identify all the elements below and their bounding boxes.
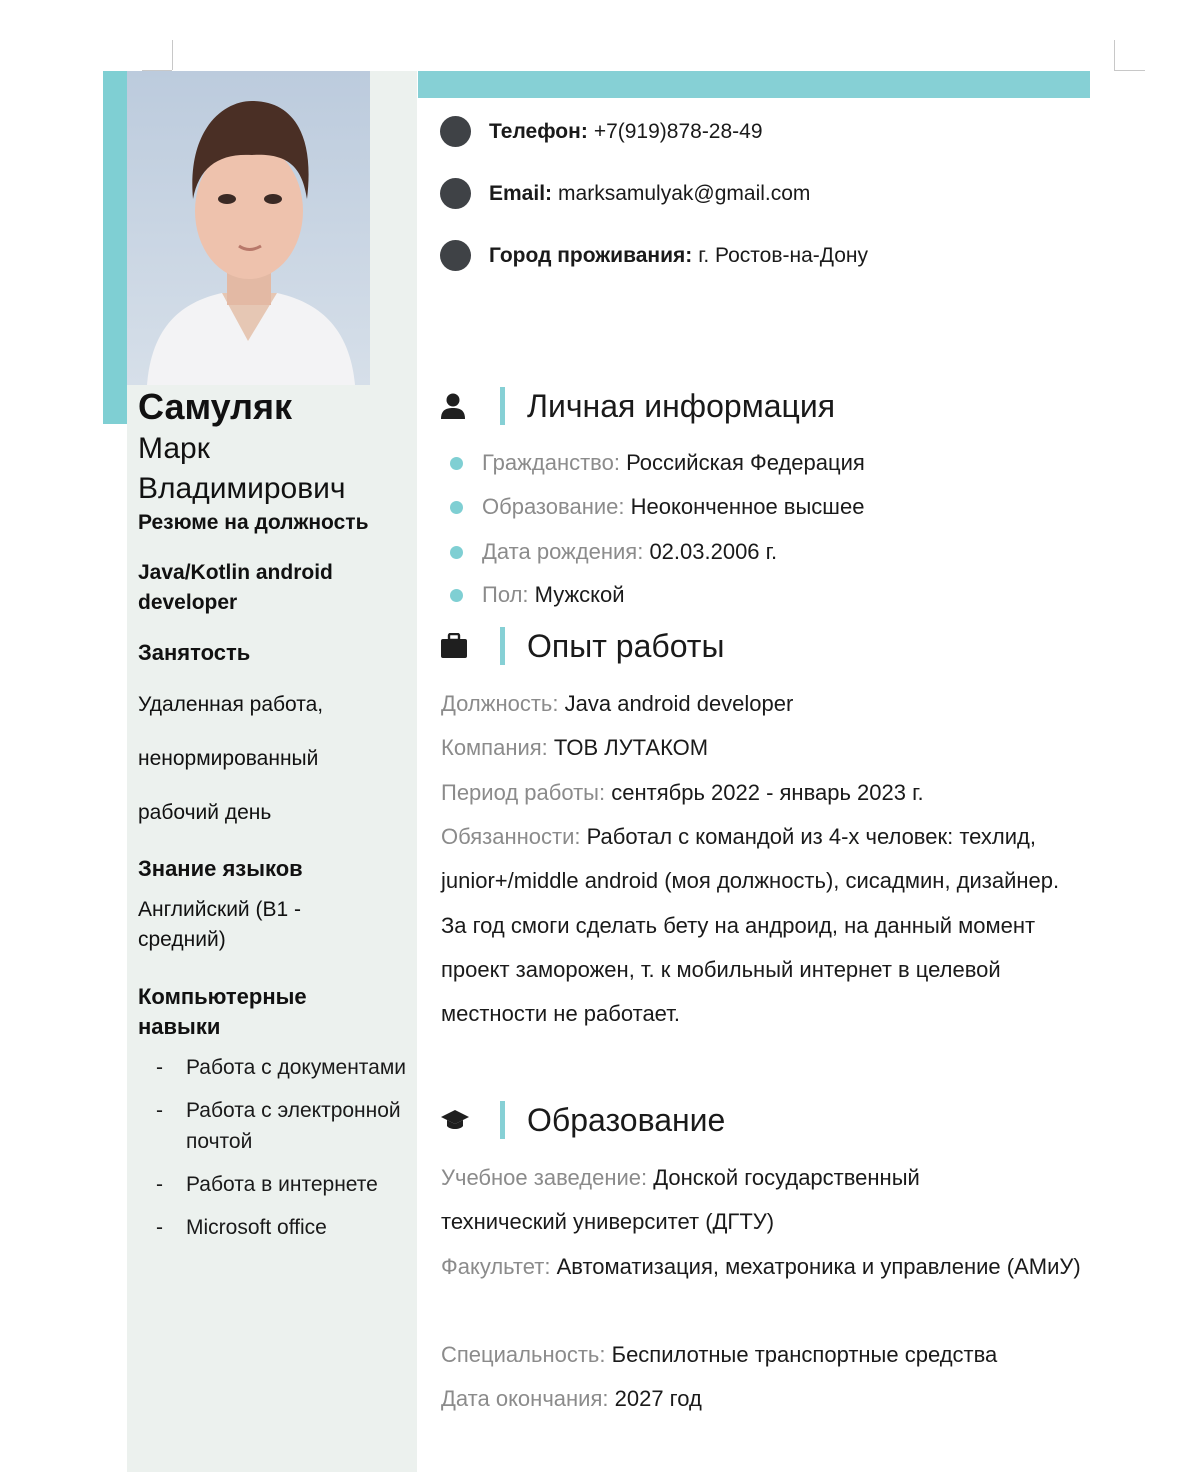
list-marker: -: [156, 1056, 163, 1079]
section-title: Образование: [527, 1101, 726, 1138]
bullet-icon: [450, 546, 463, 559]
bullet-dot-icon: [440, 240, 471, 271]
contact-phone: Телефон: +7(919)878-28-49: [440, 116, 763, 147]
experience-duties: Обязанности: Работал с командой из 4-х человек: техлид, junior+/middle android (моя должность), сисадмин, дизайнер. За год смоги сделать бету на андроид, на данный момент проект заморожен, т. к мобильный интернет в целевой местности не работает.: [441, 824, 1060, 1027]
languages-value: Английский (B1 - средний): [138, 898, 302, 951]
languages-label: Знание языков: [138, 856, 303, 881]
computer-skills-label: Компьютерные навыки: [138, 984, 307, 1039]
first-name: Марк: [138, 432, 210, 465]
bullet-dot-icon: [440, 178, 471, 209]
position-value: Java/Kotlin android developer: [138, 561, 333, 614]
employment-line: ненормированный: [138, 747, 319, 770]
person-icon: [440, 388, 478, 424]
bullet-icon: [450, 501, 463, 514]
accent-bar-top: [418, 71, 1090, 98]
bullet-dot-icon: [440, 116, 471, 147]
list-item: - Работа с документами: [156, 1052, 416, 1083]
personal-citizenship: Гражданство: Российская Федерация: [450, 450, 865, 476]
employment-label: Занятость: [138, 640, 251, 665]
list-item: - Работа с электронной почтой: [156, 1095, 416, 1157]
section-divider: [500, 627, 505, 665]
list-marker: -: [156, 1216, 163, 1239]
list-item: - Работа в интернете: [156, 1169, 416, 1200]
graduation-cap-icon: [440, 1102, 478, 1138]
experience-position: Должность: Java android developer: [441, 691, 794, 716]
section-personal: [440, 384, 1080, 428]
section-education: [440, 1098, 1080, 1142]
section-divider: [500, 1101, 505, 1139]
education-faculty: Факультет: Автоматизация, мехатроника и управление (АМиУ): [441, 1254, 1081, 1279]
list-marker: -: [156, 1173, 163, 1196]
briefcase-icon: [440, 628, 478, 664]
employment-line: рабочий день: [138, 801, 272, 824]
contact-city: Город проживания: г. Ростов-на-Дону: [440, 240, 868, 271]
employment-line: Удаленная работа,: [138, 693, 324, 716]
contact-email: Email: marksamulyak@gmail.com: [440, 178, 810, 209]
bullet-icon: [450, 457, 463, 470]
education-specialty: Специальность: Беспилотные транспортные средства: [441, 1342, 998, 1367]
patronymic: Владимирович: [138, 472, 346, 505]
email-value[interactable]: marksamulyak@gmail.com: [558, 181, 811, 205]
section-divider: [500, 387, 505, 425]
skills-list: [156, 1052, 416, 1255]
experience-period: Период работы: сентябрь 2022 - январь 2023 г.: [441, 780, 924, 805]
personal-gender: Пол: Мужской: [450, 582, 625, 608]
experience-company: Компания: ТОВ ЛУТАКОМ: [441, 735, 709, 760]
position-label: Резюме на должность: [138, 511, 369, 534]
education-school: Учебное заведение: Донской государственный технический университет (ДГТУ): [441, 1165, 920, 1235]
section-title: Личная информация: [527, 387, 836, 424]
education-graduation: Дата окончания: 2027 год: [441, 1386, 702, 1411]
personal-birthdate: Дата рождения: 02.03.2006 г.: [450, 539, 777, 565]
surname: Самуляк: [138, 386, 293, 427]
section-experience: [440, 624, 1080, 668]
city-value: г. Ростов-на-Дону: [698, 243, 868, 267]
list-item: - Microsoft office: [156, 1212, 416, 1243]
section-title: Опыт работы: [527, 627, 725, 664]
page-corner-mark: [172, 40, 173, 70]
list-marker: -: [156, 1099, 163, 1122]
profile-photo: [127, 71, 370, 385]
personal-education: Образование: Неоконченное высшее: [450, 494, 864, 520]
phone-value[interactable]: +7(919)878-28-49: [593, 119, 763, 143]
bullet-icon: [450, 589, 463, 602]
page-corner-mark: [1114, 40, 1145, 71]
accent-stripe-left: [103, 71, 127, 424]
